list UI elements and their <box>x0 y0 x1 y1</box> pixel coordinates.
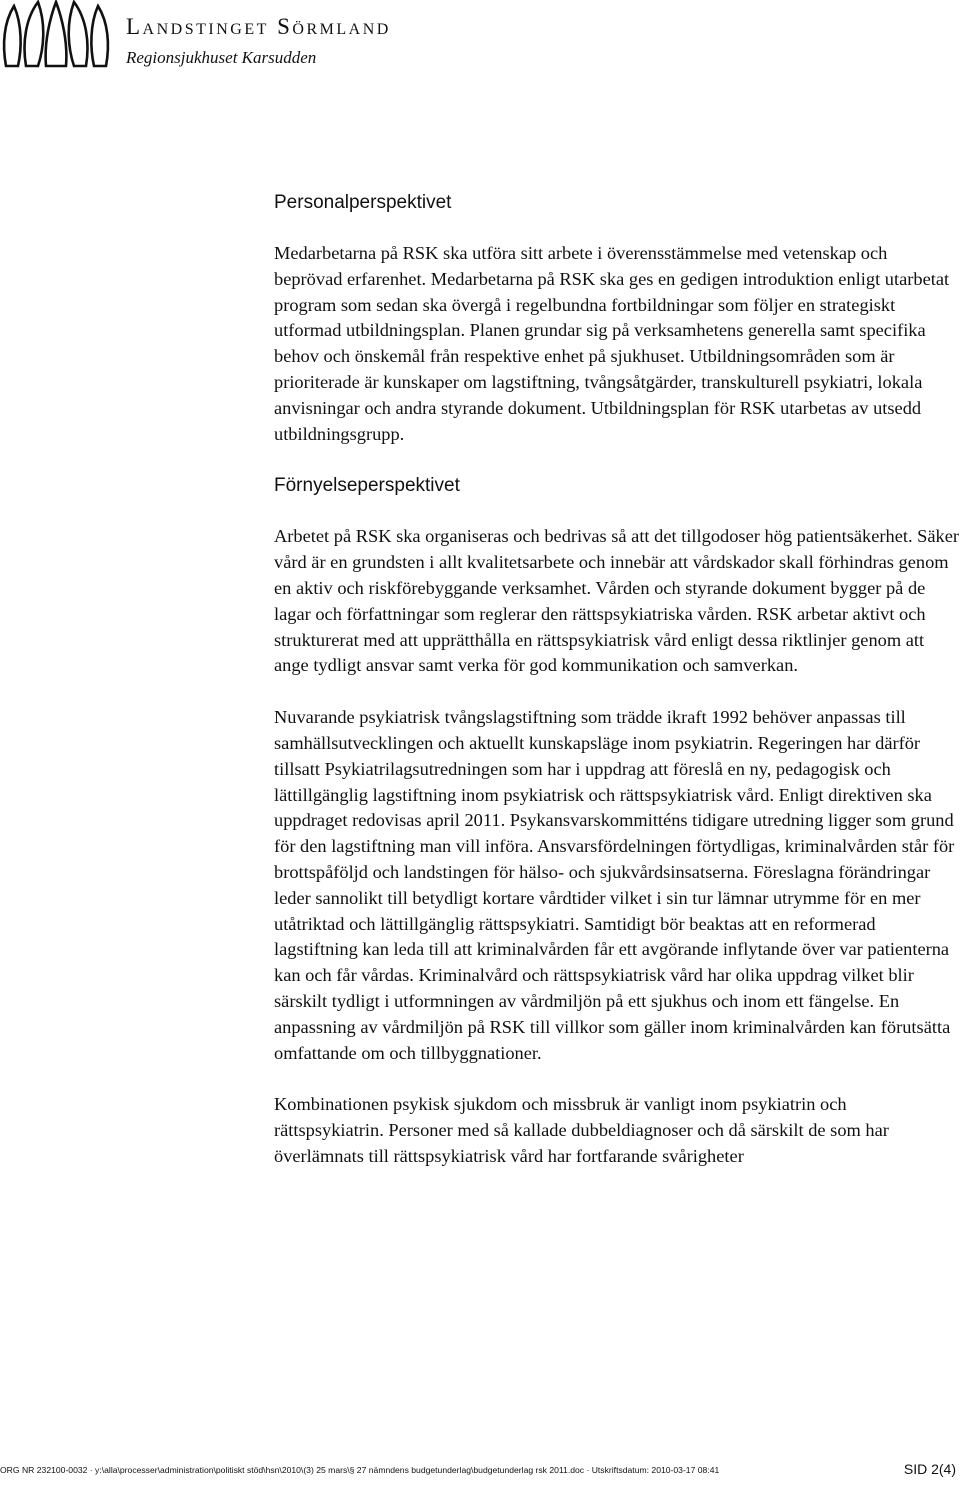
footer-page-number: SID 2(4) <box>903 1461 956 1477</box>
section-heading-personal: Personalperspektivet <box>274 192 452 213</box>
lotus-logo-icon <box>0 0 112 70</box>
paragraph-personal: Medarbetarna på RSK ska utföra sitt arbete i överensstämmelse med vetenskap och beprövad erfarenhet. Medarbetarna på RSK ska ges en gedigen introduktion enligt utarbetat program som sedan ska övergå i regelbundna fortbildningar som följer en strategiskt utformad utbildningsplan. Planen grundar sig på verksamhetens generella samt specifika behov och önskemål från respektive enhet på sjukhuset. Utbildningsområden som är prioriterade är kunskaper om lagstiftning, tvångsåtgärder, transkulturell psykiatri, lokala anvisningar och andra styrande dokument. Utbildningsplan för RSK utarbetas av utsedd utbildningsgrupp. <box>274 243 950 444</box>
section-heading-fornyelse: Förnyelseperspektivet <box>274 475 460 497</box>
organization-name: Landstinget Sörmland <box>126 14 391 39</box>
footer-document-info: ORG NR 232100-0032 · y:\alla\processer\administration\politiskt stöd\hsn\2010\(3) 25 mars\§ 27 nämndens budgetunderlag\budgetunderlag rsk 2011.doc · Utskriftsdatum: 2010-03-17 08:41 <box>0 1465 720 1475</box>
unit-name: Regionsjukhuset Karsudden <box>126 48 317 67</box>
paragraph-lagstiftning: Nuvarande psykiatrisk tvångslagstiftning som trädde ikraft 1992 behöver anpassas till samhällsutvecklingen och aktuellt kunskapsläge inom psykiatrin. Regeringen har därför tillsatt Psykiatrilagsutredningen som har i uppdrag att föreslå en ny, pedagogisk och lättillgänglig lagstiftning inom psykiatrisk och rättspsykiatrisk vård. Enligt direktiven ska uppdraget redovisas april 2011. Psykansvarskommitténs tidigare utredning ligger som grund för den lagstiftning man vill införa. Ansvarsfördelningen förtydligas, kriminalvården står för brottspåföljd och landstingen för hälso- och sjukvårdsinsatserna. Föreslagna förändringar leder sannolikt till betydligt kortare vårdtider vilket i sin tur lämnar utrymme för en mer utåtriktad och lättillgänglig rättspsykiatri. Samtidigt bör beaktas att en reformerad lagstiftning kan leda till att kriminalvården får ett avgörande inflytande över var patienterna kan och får vårdas. Kriminalvård och rättspsykiatrisk vård har olika uppdrag vilket blir särskilt tydligt i utformningen av vårdmiljön på ett sjukhus och inom ett fängelse. En anpassning av vårdmiljön på RSK till villkor som gäller inom kriminalvården kan förutsätta omfattande om och tillbyggnationer. <box>274 707 955 1063</box>
paragraph-patientsakerhet: Arbetet på RSK ska organiseras och bedrivas så att det tillgodoser hög patientsäkerhet. Säker vård är en grundsten i allt kvalitetsarbete och innebär att vårdskador skall förhindras genom en aktiv och riskförebyggande verksamhet. Vården och styrande dokument bygger på de lagar och författningar som reglerar den rättspsykiatriska vården. RSK arbetar aktivt och strukturerat med att upprätthålla en rättspsykiatrisk vård enligt dessa riktlinjer genom att ange tydligt ansvar samt verka för god kommunikation och samverkan. <box>274 526 960 676</box>
document-body <box>274 190 960 1170</box>
paragraph-dubbeldiagnoser: Kombinationen psykisk sjukdom och missbruk är vanligt inom psykiatrin och rättspsykiatrin. Personer med så kallade dubbeldiagnoser och då särskilt de som har överlämnats till rättspsykiatrisk vård har fortfarande svårigheter <box>274 1094 889 1166</box>
